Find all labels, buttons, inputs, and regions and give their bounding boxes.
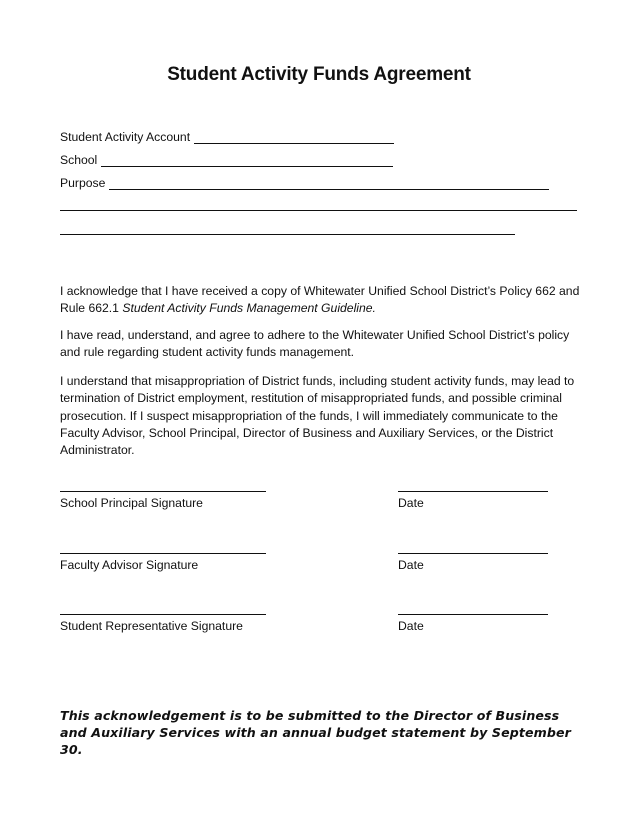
acknowledgement-text: I acknowledge that I have received a copy of Whitewater Unified School District’s Policy 662 and Rule 662.1 — [60, 284, 580, 316]
school-blank-line[interactable] — [101, 154, 393, 167]
advisor-date-line[interactable] — [398, 553, 548, 554]
purpose-label: Purpose — [60, 176, 106, 190]
student-rep-signature-label: Student Representative Signature — [60, 619, 243, 633]
document-title: Student Activity Funds Agreement — [167, 64, 471, 85]
advisor-signature-label: Faculty Advisor Signature — [60, 558, 199, 572]
misappropriation-paragraph: I understand that misappropriation of District funds, including student activity funds, may lead to termination of District employment, restitution of misappropriated funds, and possible criminal prosecution. If I suspect misappropriation of the funds, I will immediately communicate to the Faculty Advisor, School Principal, Director of Business and Auxiliary Services, or the District Administrator. — [60, 374, 575, 458]
purpose-continuation-line-1[interactable] — [60, 210, 577, 211]
student-rep-signature-line[interactable] — [60, 614, 266, 615]
principal-date-line[interactable] — [398, 491, 548, 492]
acknowledgement-paragraph — [60, 283, 582, 318]
student-rep-date-line[interactable] — [398, 614, 548, 615]
school-field — [60, 153, 393, 167]
school-label: School — [60, 153, 98, 167]
purpose-field — [60, 176, 549, 190]
principal-signature-label: School Principal Signature — [60, 496, 203, 510]
principal-date-label: Date — [398, 496, 424, 510]
advisor-date-label: Date — [398, 558, 424, 572]
account-blank-line[interactable] — [194, 131, 394, 144]
purpose-blank-line[interactable] — [109, 177, 549, 190]
principal-signature-line[interactable] — [60, 491, 266, 492]
adherence-paragraph: I have read, understand, and agree to adhere to the Whitewater Unified School District’s policy and rule regarding student activity funds management. — [60, 328, 570, 360]
account-field — [60, 130, 394, 144]
advisor-signature-line[interactable] — [60, 553, 266, 554]
account-label: Student Activity Account — [60, 130, 191, 144]
student-rep-date-label: Date — [398, 619, 424, 633]
guideline-title: Student Activity Funds Management Guideline. — [122, 301, 376, 316]
purpose-continuation-line-2[interactable] — [60, 234, 515, 235]
submission-note: This acknowledgement is to be submitted to the Director of Business and Auxiliary Services with an annual budget statement by September 30. — [60, 708, 571, 757]
